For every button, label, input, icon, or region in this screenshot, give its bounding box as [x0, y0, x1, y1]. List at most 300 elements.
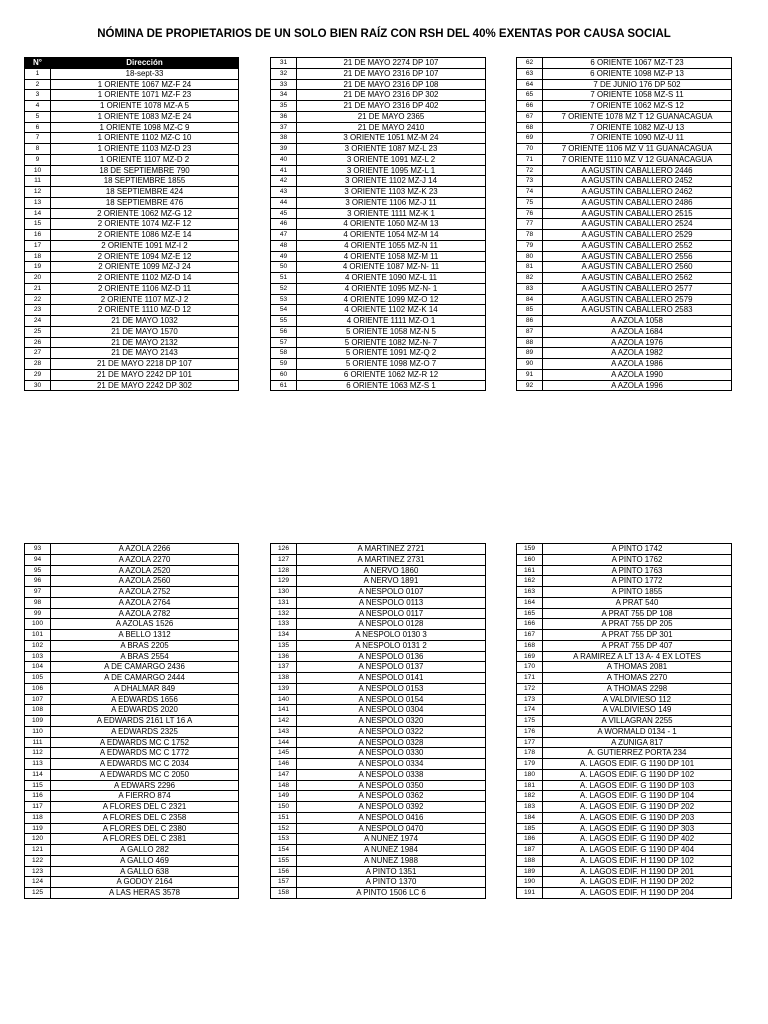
table-row [271, 187, 486, 198]
table-row [271, 68, 486, 79]
row-number: 12 [25, 187, 51, 198]
address-cell: A DE CAMARGO 2436 [51, 662, 239, 673]
address-cell: 1 ORIENTE 1078 MZ-A 5 [51, 101, 239, 112]
row-number: 31 [271, 58, 297, 69]
row-number: 171 [517, 673, 543, 684]
table-row [517, 662, 732, 673]
row-number: 65 [517, 90, 543, 101]
table-row [271, 294, 486, 305]
table-row [25, 283, 239, 294]
address-cell: A PINTO 1772 [543, 576, 732, 587]
table-row [271, 251, 486, 262]
address-cell: A PINTO 1370 [297, 877, 486, 888]
row-number: 34 [271, 90, 297, 101]
table-row [271, 608, 486, 619]
address-cell: 7 ORIENTE 1078 MZ T 12 GUANACAGUA [543, 111, 732, 122]
table-row [517, 90, 732, 101]
address-cell: 4 ORIENTE 1095 MZ-N- 1 [297, 283, 486, 294]
row-number: 136 [271, 651, 297, 662]
table-row [271, 359, 486, 370]
address-cell: 3 ORIENTE 1091 MZ-L 2 [297, 154, 486, 165]
row-number: 162 [517, 576, 543, 587]
table-row [271, 176, 486, 187]
address-cell: A. LAGOS EDIF. G 1190 DP 101 [543, 759, 732, 770]
table-row [25, 316, 239, 327]
row-number: 170 [517, 662, 543, 673]
address-cell: A NUNEZ 1988 [297, 855, 486, 866]
address-cell: 4 ORIENTE 1102 MZ-K 14 [297, 305, 486, 316]
table-row [25, 305, 239, 316]
address-cell: A AZOLA 2782 [51, 608, 239, 619]
table-row [517, 262, 732, 273]
address-cell: A BRAS 2554 [51, 651, 239, 662]
address-cell: A NESPOLO 0136 [297, 651, 486, 662]
address-cell: A GALLO 638 [51, 866, 239, 877]
row-number: 132 [271, 608, 297, 619]
table-row [271, 705, 486, 716]
address-cell: A GALLO 469 [51, 855, 239, 866]
address-cell: 1 ORIENTE 1103 MZ-D 23 [51, 144, 239, 155]
address-cell: A AGUSTIN CABALLERO 2486 [543, 197, 732, 208]
table-row [25, 68, 239, 79]
row-number: 125 [25, 888, 51, 899]
row-number: 103 [25, 651, 51, 662]
table-row [517, 251, 732, 262]
table-row [271, 694, 486, 705]
address-cell: A PINTO 1762 [543, 554, 732, 565]
table-row [517, 619, 732, 630]
address-table-4 [24, 543, 239, 899]
table-row [517, 791, 732, 802]
address-cell: A FLORES DEL C 2358 [51, 812, 239, 823]
table-row [271, 262, 486, 273]
address-cell: A AGUSTIN CABALLERO 2577 [543, 283, 732, 294]
header-direccion: Dirección [51, 58, 239, 69]
row-number: 75 [517, 197, 543, 208]
address-cell: A AGUSTIN CABALLERO 2579 [543, 294, 732, 305]
address-cell: A FIERRO 874 [51, 791, 239, 802]
address-cell: A NESPOLO 0113 [297, 597, 486, 608]
row-number: 56 [271, 326, 297, 337]
table-row [271, 230, 486, 241]
table-row [271, 240, 486, 251]
table-row [25, 597, 239, 608]
row-number: 8 [25, 144, 51, 155]
table-header-row [25, 58, 239, 69]
row-number: 190 [517, 877, 543, 888]
address-cell: 21 DE MAYO 2143 [51, 348, 239, 359]
row-number: 129 [271, 576, 297, 587]
address-cell: 5 ORIENTE 1082 MZ-N- 7 [297, 337, 486, 348]
row-number: 120 [25, 834, 51, 845]
row-number: 55 [271, 316, 297, 327]
table-row [25, 791, 239, 802]
address-cell: 1 ORIENTE 1083 MZ-E 24 [51, 111, 239, 122]
row-number: 95 [25, 565, 51, 576]
address-cell: 7 ORIENTE 1058 MZ-S 11 [543, 90, 732, 101]
address-cell: 21 DE MAYO 2132 [51, 337, 239, 348]
table-row [517, 283, 732, 294]
table-row [517, 855, 732, 866]
row-number: 32 [271, 68, 297, 79]
row-number: 80 [517, 251, 543, 262]
row-number: 85 [517, 305, 543, 316]
row-number: 57 [271, 337, 297, 348]
table-row [25, 855, 239, 866]
row-number: 117 [25, 802, 51, 813]
address-cell: 18 DE SEPTIEMBRE 790 [51, 165, 239, 176]
row-number: 38 [271, 133, 297, 144]
table-row [25, 888, 239, 899]
table-row [517, 101, 732, 112]
row-number: 126 [271, 544, 297, 555]
row-number: 17 [25, 240, 51, 251]
row-number: 138 [271, 673, 297, 684]
table-row [517, 587, 732, 598]
address-cell: A AZOLA 1684 [543, 326, 732, 337]
address-cell: 21 DE MAYO 2316 DP 107 [297, 68, 486, 79]
address-cell: A AZOLA 1986 [543, 359, 732, 370]
row-number: 139 [271, 683, 297, 694]
table-row [271, 544, 486, 555]
table-row [25, 144, 239, 155]
table-row [271, 79, 486, 90]
row-number: 163 [517, 587, 543, 598]
table-row [271, 337, 486, 348]
address-cell: 18-sept-33 [51, 68, 239, 79]
row-number: 9 [25, 154, 51, 165]
address-cell: A AGUSTIN CABALLERO 2529 [543, 230, 732, 241]
table-row [517, 705, 732, 716]
row-number: 46 [271, 219, 297, 230]
table-row [25, 101, 239, 112]
table-row [517, 337, 732, 348]
address-cell: A PRAT 755 DP 407 [543, 640, 732, 651]
address-cell: A BRAS 2205 [51, 640, 239, 651]
address-cell: 18 SEPTIEMBRE 424 [51, 187, 239, 198]
row-number: 93 [25, 544, 51, 555]
table-row [517, 208, 732, 219]
table-row [271, 823, 486, 834]
table-row [25, 369, 239, 380]
row-number: 175 [517, 716, 543, 727]
table-row [25, 576, 239, 587]
table-row [25, 662, 239, 673]
address-cell: A PRAT 755 DP 108 [543, 608, 732, 619]
address-cell: 2 ORIENTE 1091 MZ-I 2 [51, 240, 239, 251]
table-row [25, 823, 239, 834]
address-cell: A EDWARDS MC C 2050 [51, 769, 239, 780]
page-title: NÓMINA DE PROPIETARIOS DE UN SOLO BIEN RAÍZ CON RSH DEL 40% EXENTAS POR CAUSA SOCIAL [97, 28, 671, 40]
row-number: 110 [25, 726, 51, 737]
table-row [517, 630, 732, 641]
row-number: 178 [517, 748, 543, 759]
address-cell: A PRAT 540 [543, 597, 732, 608]
table-row [271, 759, 486, 770]
table-row [25, 133, 239, 144]
row-number: 156 [271, 866, 297, 877]
row-number: 45 [271, 208, 297, 219]
row-number: 37 [271, 122, 297, 133]
table-row [517, 197, 732, 208]
row-number: 154 [271, 845, 297, 856]
address-cell: A EDWARDS 1656 [51, 694, 239, 705]
address-cell: A WORMALD 0134 - 1 [543, 726, 732, 737]
address-cell: 2 ORIENTE 1099 MZ-J 24 [51, 262, 239, 273]
table-row [271, 737, 486, 748]
table-row [517, 769, 732, 780]
table-row [25, 834, 239, 845]
row-number: 64 [517, 79, 543, 90]
row-number: 121 [25, 845, 51, 856]
row-number: 69 [517, 133, 543, 144]
address-cell: A GALLO 282 [51, 845, 239, 856]
table-row [517, 359, 732, 370]
address-cell: A NESPOLO 0392 [297, 802, 486, 813]
table-row [271, 662, 486, 673]
table-row [517, 759, 732, 770]
table-row [271, 888, 486, 899]
table-row [271, 111, 486, 122]
row-number: 179 [517, 759, 543, 770]
table-row [25, 230, 239, 241]
table-row [517, 154, 732, 165]
row-number: 104 [25, 662, 51, 673]
address-cell: A NERVO 1891 [297, 576, 486, 587]
address-cell: 18 SEPTIEMBRE 1855 [51, 176, 239, 187]
address-cell: A THOMAS 2298 [543, 683, 732, 694]
row-number: 74 [517, 187, 543, 198]
table-row [25, 587, 239, 598]
table-row [271, 866, 486, 877]
address-cell: A EDWARS 2296 [51, 780, 239, 791]
table-row [25, 251, 239, 262]
address-cell: A THOMAS 2270 [543, 673, 732, 684]
row-number: 72 [517, 165, 543, 176]
row-number: 165 [517, 608, 543, 619]
row-number: 151 [271, 812, 297, 823]
row-number: 24 [25, 316, 51, 327]
row-number: 61 [271, 380, 297, 391]
table-row [271, 780, 486, 791]
table-row [25, 176, 239, 187]
address-cell: A NESPOLO 0322 [297, 726, 486, 737]
address-cell: 21 DE MAYO 2218 DP 107 [51, 359, 239, 370]
table-row [271, 316, 486, 327]
address-cell: A AZOLA 2266 [51, 544, 239, 555]
row-number: 6 [25, 122, 51, 133]
address-cell: 3 ORIENTE 1102 MZ-J 14 [297, 176, 486, 187]
table-row [517, 694, 732, 705]
address-cell: 2 ORIENTE 1106 MZ-D 11 [51, 283, 239, 294]
row-number: 41 [271, 165, 297, 176]
table-row [271, 283, 486, 294]
table-row [271, 845, 486, 856]
row-number: 168 [517, 640, 543, 651]
row-number: 164 [517, 597, 543, 608]
address-cell: 21 DE MAYO 1032 [51, 316, 239, 327]
address-cell: A AGUSTIN CABALLERO 2524 [543, 219, 732, 230]
address-cell: A AGUSTIN CABALLERO 2462 [543, 187, 732, 198]
address-cell: A NESPOLO 0416 [297, 812, 486, 823]
address-cell: 21 DE MAYO 2365 [297, 111, 486, 122]
address-cell: 7 ORIENTE 1062 MZ-S 12 [543, 101, 732, 112]
row-number: 113 [25, 759, 51, 770]
address-cell: A. LAGOS EDIF. G 1190 DP 104 [543, 791, 732, 802]
address-cell: A RAMIREZ A LT 13 A- 4 EX LOTES [543, 651, 732, 662]
address-cell: A. LAGOS EDIF. G 1190 DP 103 [543, 780, 732, 791]
row-number: 185 [517, 823, 543, 834]
row-number: 19 [25, 262, 51, 273]
address-cell: A AZOLAS 1526 [51, 619, 239, 630]
address-cell: 4 ORIENTE 1099 MZ-O 12 [297, 294, 486, 305]
row-number: 123 [25, 866, 51, 877]
row-number: 91 [517, 369, 543, 380]
address-cell: 21 DE MAYO 1570 [51, 326, 239, 337]
row-number: 4 [25, 101, 51, 112]
address-cell: A NESPOLO 0107 [297, 587, 486, 598]
row-number: 51 [271, 273, 297, 284]
table-row [517, 58, 732, 69]
row-number: 36 [271, 111, 297, 122]
table-row [271, 726, 486, 737]
row-number: 131 [271, 597, 297, 608]
row-number: 150 [271, 802, 297, 813]
table-row [25, 726, 239, 737]
address-cell: A EDWARDS 2020 [51, 705, 239, 716]
row-number: 3 [25, 90, 51, 101]
address-cell: A NESPOLO 0130 3 [297, 630, 486, 641]
table-row [271, 812, 486, 823]
table-row [25, 812, 239, 823]
address-cell: 3 ORIENTE 1087 MZ-L 23 [297, 144, 486, 155]
row-number: 98 [25, 597, 51, 608]
row-number: 22 [25, 294, 51, 305]
table-row [517, 576, 732, 587]
address-cell: A NESPOLO 0154 [297, 694, 486, 705]
row-number: 71 [517, 154, 543, 165]
row-number: 48 [271, 240, 297, 251]
address-cell: 2 ORIENTE 1094 MZ-E 12 [51, 251, 239, 262]
address-cell: A NESPOLO 0334 [297, 759, 486, 770]
table-row [25, 619, 239, 630]
row-number: 44 [271, 197, 297, 208]
address-cell: A NERVO 1860 [297, 565, 486, 576]
row-number: 135 [271, 640, 297, 651]
address-cell: A NESPOLO 0141 [297, 673, 486, 684]
table-row [517, 79, 732, 90]
table-row [271, 197, 486, 208]
address-cell: A PINTO 1351 [297, 866, 486, 877]
table-row [25, 197, 239, 208]
row-number: 169 [517, 651, 543, 662]
table-row [271, 683, 486, 694]
table-row [271, 597, 486, 608]
row-number: 89 [517, 348, 543, 359]
row-number: 127 [271, 554, 297, 565]
row-number: 144 [271, 737, 297, 748]
table-row [25, 90, 239, 101]
address-cell: A AGUSTIN CABALLERO 2583 [543, 305, 732, 316]
table-row [25, 630, 239, 641]
address-cell: A EDWARDS MC C 1772 [51, 748, 239, 759]
address-cell: A AGUSTIN CABALLERO 2452 [543, 176, 732, 187]
row-number: 191 [517, 888, 543, 899]
row-number: 33 [271, 79, 297, 90]
row-number: 133 [271, 619, 297, 630]
table-row [517, 737, 732, 748]
table-row [25, 219, 239, 230]
table-row [25, 208, 239, 219]
address-table-3 [516, 57, 732, 391]
address-cell: 2 ORIENTE 1107 MZ-J 2 [51, 294, 239, 305]
row-number: 47 [271, 230, 297, 241]
table-row [25, 866, 239, 877]
row-number: 128 [271, 565, 297, 576]
row-number: 54 [271, 305, 297, 316]
address-cell: A THOMAS 2081 [543, 662, 732, 673]
address-cell: A MARTINEZ 2731 [297, 554, 486, 565]
address-cell: 18 SEPTIEMBRE 476 [51, 197, 239, 208]
address-cell: A AGUSTIN CABALLERO 2562 [543, 273, 732, 284]
address-cell: 4 ORIENTE 1090 MZ-L 11 [297, 273, 486, 284]
address-cell: 5 ORIENTE 1091 MZ-Q 2 [297, 348, 486, 359]
address-cell: A ZUNIGA 817 [543, 737, 732, 748]
row-number: 83 [517, 283, 543, 294]
address-cell: A NUNEZ 1984 [297, 845, 486, 856]
row-number: 5 [25, 111, 51, 122]
address-cell: A AZOLA 2560 [51, 576, 239, 587]
address-cell: A PRAT 755 DP 205 [543, 619, 732, 630]
table-row [25, 544, 239, 555]
table-row [517, 673, 732, 684]
row-number: 158 [271, 888, 297, 899]
table-row [25, 673, 239, 684]
row-number: 99 [25, 608, 51, 619]
row-number: 81 [517, 262, 543, 273]
table-row [517, 608, 732, 619]
table-row [517, 565, 732, 576]
row-number: 111 [25, 737, 51, 748]
address-cell: A NESPOLO 0304 [297, 705, 486, 716]
address-cell: 2 ORIENTE 1074 MZ-F 12 [51, 219, 239, 230]
row-number: 16 [25, 230, 51, 241]
row-number: 40 [271, 154, 297, 165]
address-cell: A. LAGOS EDIF. G 1190 DP 404 [543, 845, 732, 856]
row-number: 176 [517, 726, 543, 737]
table-row [517, 144, 732, 155]
table-row [25, 111, 239, 122]
row-number: 134 [271, 630, 297, 641]
table-row [271, 122, 486, 133]
address-table-5 [270, 543, 486, 899]
row-number: 76 [517, 208, 543, 219]
row-number: 58 [271, 348, 297, 359]
table-row [517, 68, 732, 79]
row-number: 11 [25, 176, 51, 187]
row-number: 146 [271, 759, 297, 770]
row-number: 188 [517, 855, 543, 866]
table-row [517, 326, 732, 337]
row-number: 73 [517, 176, 543, 187]
row-number: 52 [271, 283, 297, 294]
table-row [25, 683, 239, 694]
address-cell: A AZOLA 1996 [543, 380, 732, 391]
address-table-6 [516, 543, 732, 899]
table-row [271, 380, 486, 391]
address-cell: A DE CAMARGO 2444 [51, 673, 239, 684]
table-row [517, 597, 732, 608]
